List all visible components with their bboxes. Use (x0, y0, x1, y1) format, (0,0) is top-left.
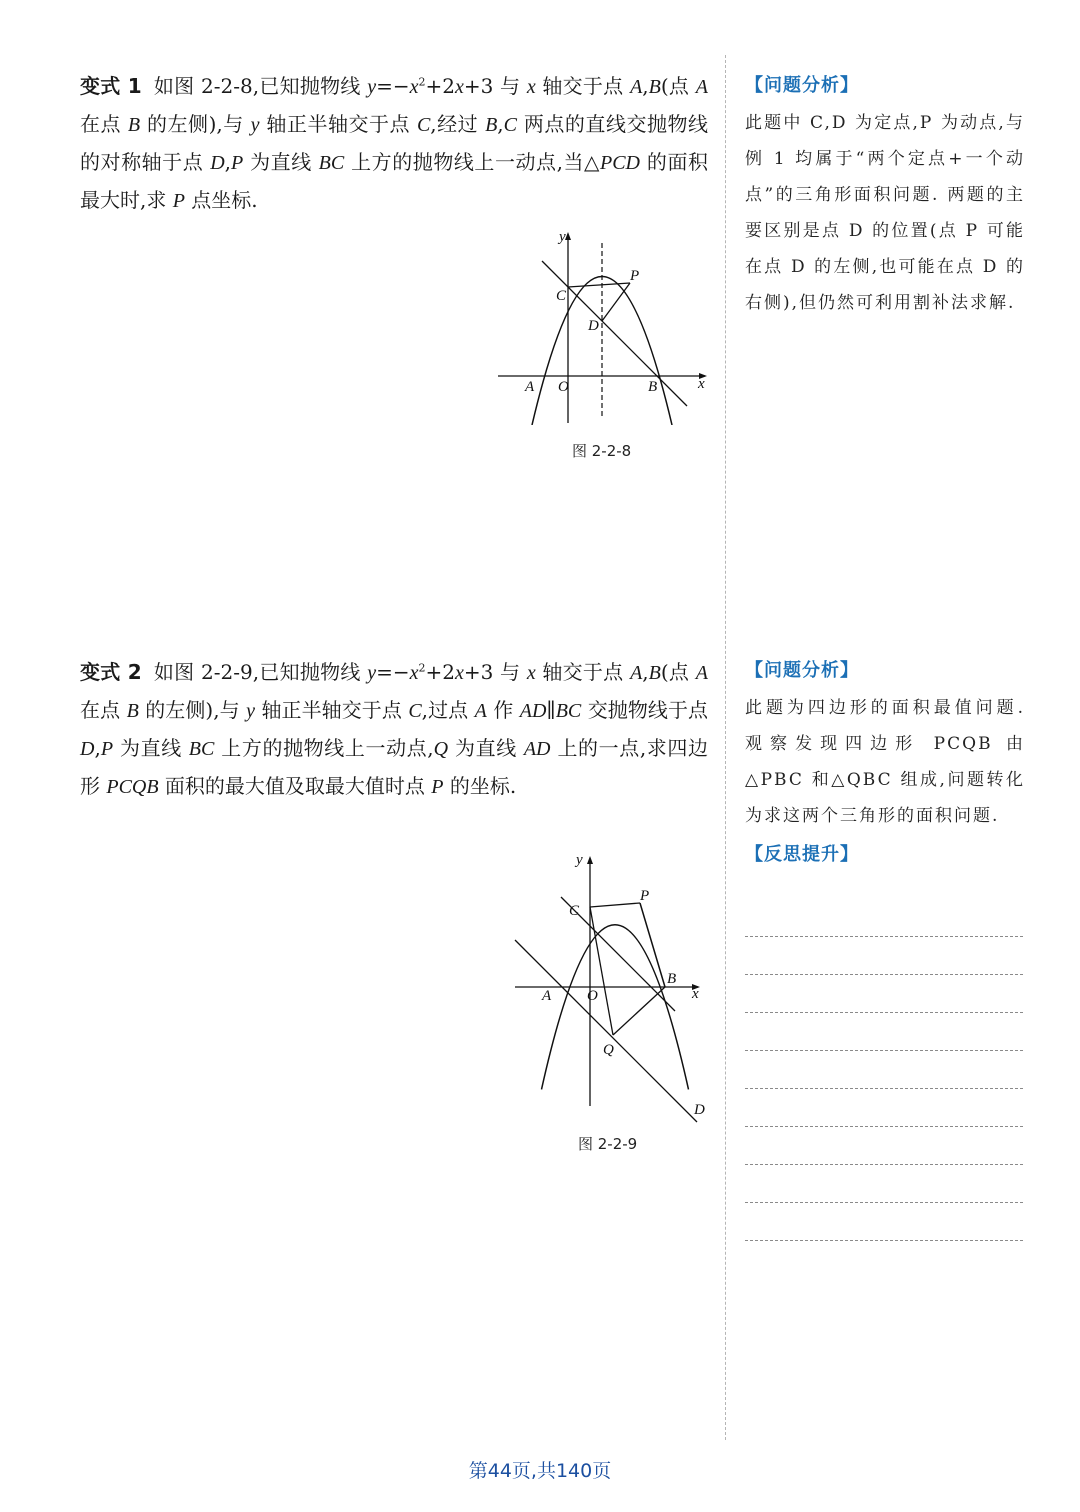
segment-pb (640, 903, 665, 987)
label-b: B (667, 971, 677, 987)
y-axis-arrow-icon (587, 856, 593, 864)
math: P (231, 152, 244, 174)
math: A (474, 700, 487, 722)
side-body-2: 此题为四边形的面积最值问题. 观察发现四边形 PCQB 由△PBC 和△QBC 组成,问题转化为求这两个三角形的面积问题. (745, 698, 1025, 826)
exponent: 2 (418, 661, 426, 675)
math: A (630, 662, 643, 684)
text: , (497, 112, 504, 136)
text: 为直线 (448, 736, 524, 760)
y-axis-arrow-icon (565, 232, 571, 240)
text: 的左侧),与 (138, 698, 247, 722)
text: 如图 2-2-8,已知抛物线 (153, 74, 368, 98)
figure-2-2-8-caption: 图 2-2-8 (572, 442, 632, 460)
label-p: P (640, 888, 650, 904)
math: x (526, 662, 536, 684)
reflection-note-lines (745, 936, 1023, 1278)
text: (点 (660, 74, 696, 98)
text: 轴正半轴交于点 (259, 112, 417, 136)
label-a: A (542, 988, 552, 1004)
math-op: +3 (463, 74, 494, 98)
text: 轴交于点 (535, 660, 631, 684)
figure-2-2-8-svg (495, 225, 715, 425)
math: B (126, 700, 139, 722)
note-line (745, 1088, 1023, 1089)
math-op: =− (376, 660, 410, 684)
segment-pd (602, 283, 630, 321)
text: 与 (493, 74, 527, 98)
math: x (526, 76, 536, 98)
line-ad (515, 940, 697, 1122)
math: D (210, 152, 225, 174)
label-b: B (648, 379, 658, 395)
math-op: =− (376, 74, 410, 98)
problem-2-text (80, 654, 708, 806)
label-x: x (692, 986, 699, 1002)
text: ,经过 (430, 112, 486, 136)
label-y: y (559, 229, 566, 245)
math: y (367, 662, 377, 684)
text: 两点的直线交抛物线的对称轴于点 (80, 112, 709, 174)
text: , (224, 150, 231, 174)
math: B (127, 114, 141, 136)
figure-2-2-9 (512, 848, 717, 1132)
text: 面积的最大值及取最大值时点 (158, 774, 432, 798)
math: A (630, 76, 643, 98)
note-line (745, 1050, 1023, 1051)
note-line (745, 1012, 1023, 1013)
text: 交抛物线于点 (581, 698, 709, 722)
label-o: O (558, 379, 569, 395)
math-op: +2 (425, 74, 456, 98)
label-c: C (556, 288, 567, 304)
label-p: P (630, 268, 640, 284)
text: , (642, 74, 649, 98)
segment-cp (590, 903, 640, 907)
side-body-1: 此题中 C,D 为定点,P 为动点,与例 1 均属于“两个定点+一个动点”的三角形面积问题. 两题的主要区别是点 D 的位置(点 P 可能在点 D 的左侧,也可能在点 D 的右侧),但仍然可利用割补法求解. (745, 113, 1025, 313)
math: C (503, 114, 517, 136)
note-line (745, 936, 1023, 937)
parallel-symbol: ∥ (546, 698, 556, 722)
side-note-2 (745, 658, 1025, 868)
label-o: O (587, 988, 598, 1004)
label-x: x (698, 376, 705, 392)
note-line (745, 1240, 1023, 1241)
math: BC (318, 152, 345, 174)
text: 的面积最大时,求 (80, 150, 708, 212)
math: P (100, 738, 114, 760)
parabola (542, 925, 689, 1090)
math: PCD (600, 152, 640, 174)
problem-2-label: 变式 2 (80, 660, 142, 684)
math: AD (523, 738, 551, 760)
text: 轴正半轴交于点 (255, 698, 409, 722)
note-line (745, 1164, 1023, 1165)
label-c: C (569, 903, 580, 919)
label-d: D (588, 318, 599, 334)
math: P (172, 190, 185, 212)
text: 上的一点,求四边形 (80, 736, 709, 798)
math: BC (188, 738, 215, 760)
math: C (416, 114, 431, 136)
math: BC (555, 700, 582, 722)
math: D (80, 738, 95, 760)
math: PCQB (106, 776, 159, 798)
math-op: +3 (463, 660, 494, 684)
note-line (745, 1126, 1023, 1127)
text: (点 (660, 660, 696, 684)
column-divider (725, 55, 726, 1440)
math: y (367, 76, 377, 98)
text: 的左侧),与 (140, 112, 251, 136)
text: 轴交于点 (535, 74, 631, 98)
math-op: +2 (425, 660, 456, 684)
label-q: Q (603, 1042, 614, 1058)
text: 作 (486, 698, 520, 722)
text: , (642, 660, 649, 684)
math: A (695, 76, 709, 98)
text: 为直线 (113, 736, 189, 760)
math: AD (519, 700, 547, 722)
math: x (455, 662, 464, 684)
math: C (408, 700, 422, 722)
page-indicator: 第44页,共140页 (468, 1460, 612, 1482)
figure-2-2-8 (495, 225, 715, 429)
label-d: D (694, 1102, 705, 1118)
segment-qb (613, 987, 665, 1035)
figure-2-2-9-svg (512, 848, 717, 1128)
side-heading-reflection: 【反思提升】 (745, 844, 859, 865)
math: x (455, 76, 464, 98)
math: x (409, 662, 419, 684)
label-a: A (525, 379, 535, 395)
math: B (648, 662, 661, 684)
text: 上方的抛物线上一动点, (214, 736, 434, 760)
text: 在点 (80, 112, 128, 136)
math: Q (433, 738, 449, 760)
text: 为直线 (243, 150, 319, 174)
side-heading-analysis-1: 【问题分析】 (745, 75, 859, 96)
label-y: y (576, 852, 583, 868)
math: B (648, 76, 661, 98)
note-line (745, 1202, 1023, 1203)
text: 在点 (80, 698, 127, 722)
problem-1-label: 变式 1 (80, 74, 142, 98)
math: P (431, 776, 444, 798)
side-note-1 (745, 73, 1025, 321)
exponent: 2 (418, 75, 426, 89)
text: , (94, 736, 101, 760)
text: 与 (493, 660, 527, 684)
math: A (695, 662, 709, 684)
text: 如图 2-2-9,已知抛物线 (153, 660, 368, 684)
math: x (409, 76, 419, 98)
side-heading-analysis-2: 【问题分析】 (745, 660, 859, 681)
text: 点坐标. (184, 188, 258, 212)
text: ,过点 (421, 698, 475, 722)
figure-2-2-9-caption: 图 2-2-9 (578, 1135, 638, 1153)
note-line (745, 974, 1023, 975)
math: B (485, 114, 498, 136)
math: y (246, 700, 256, 722)
math: y (250, 114, 260, 136)
problem-1-text (80, 68, 708, 220)
text: 的坐标. (443, 774, 517, 798)
text: 上方的抛物线上一动点,当△ (344, 150, 600, 174)
